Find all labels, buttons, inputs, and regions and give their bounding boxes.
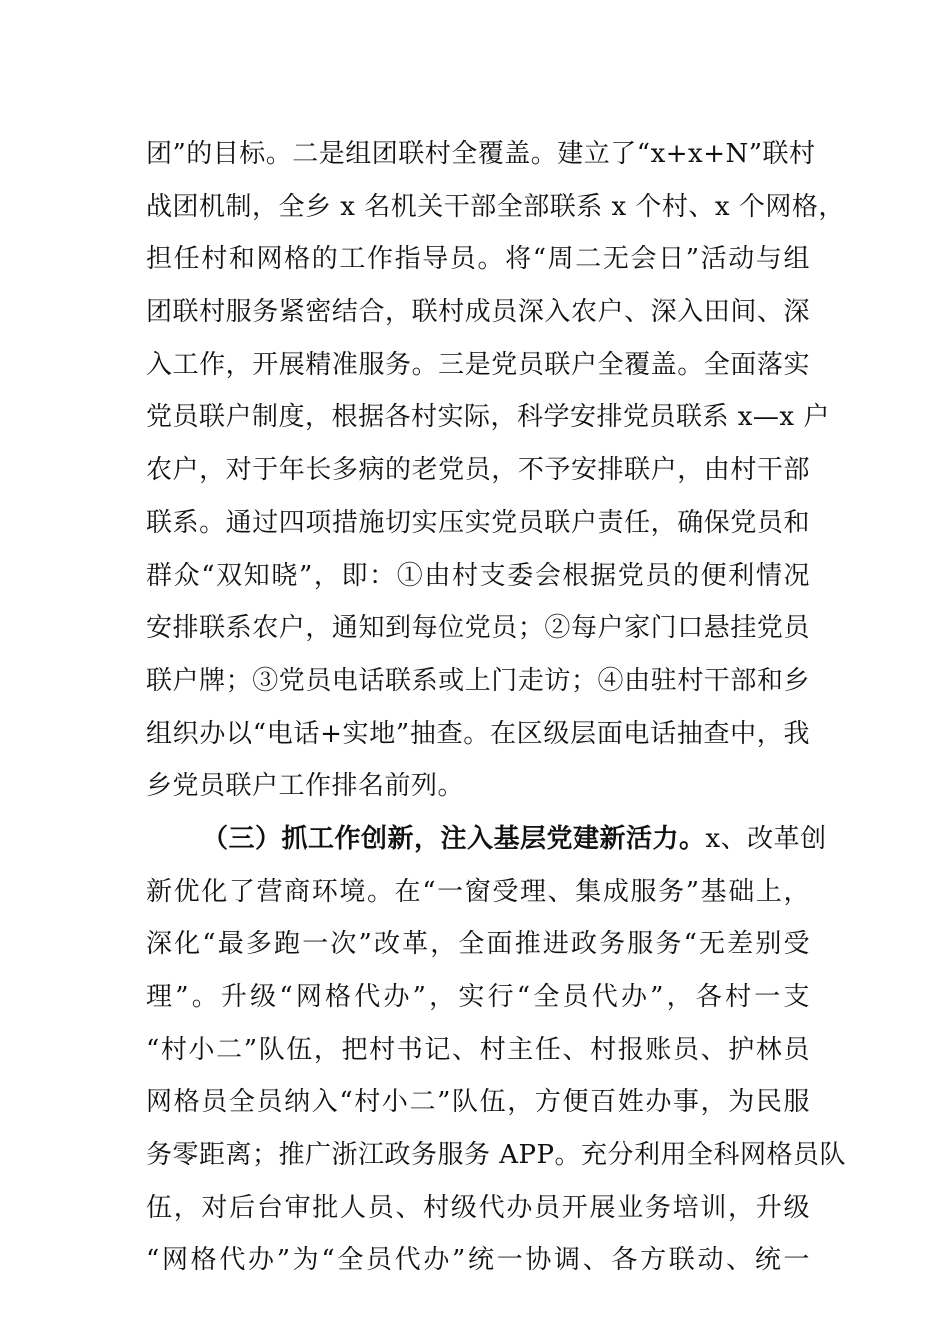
paragraph-line: 团”的目标。二是组团联村全覆盖。建立了“x+x+N”联村 (146, 139, 816, 169)
section-heading: （三）抓工作创新，注入基层党建新活力。 (202, 823, 706, 854)
paragraph-line: 农户，对于年长多病的老党员，不予安排联户，由村干部 (146, 455, 810, 486)
paragraph-line: 联系。通过四项措施切实压实党员联户责任，确保党员和 (146, 507, 810, 538)
paragraph-line: 新优化了营商环境。在“一窗受理、集成服务”基础上， (146, 876, 810, 907)
paragraph-line: 党员联户制度，根据各村实际，科学安排党员联系 x—x 户 (146, 402, 830, 433)
paragraph-line: 入工作，开展精准服务。三是党员联户全覆盖。全面落实 (146, 349, 810, 380)
paragraph-line: 乡党员联户工作排名前列。 (146, 771, 465, 802)
paragraph-line: 务零距离；推广浙江政务服务 APP。充分利用全科网格员队 (146, 1140, 847, 1171)
paragraph-line: 深化“最多跑一次”改革，全面推进政务服务“无差别受 (146, 929, 810, 960)
section-heading-line (146, 813, 827, 866)
paragraph-line: 担任村和网格的工作指导员。将“周二无会日”活动与组 (146, 244, 810, 275)
paragraph-line: “村小二”队伍，把村书记、村主任、村报账员、护林员 (146, 1034, 810, 1065)
body-text (146, 128, 847, 1287)
paragraph-line: 组织办以“电话+实地”抽查。在区级层面电话抽查中，我 (146, 718, 810, 749)
paragraph-line: 网格员全员纳入“村小二”队伍，方便百姓办事，为民服 (146, 1087, 810, 1118)
paragraph-line: 伍，对后台审批人员、村级代办员开展业务培训，升级 (146, 1192, 810, 1223)
paragraph-line: “网格代办”为“全员代办”统一协调、各方联动、统一 (146, 1245, 810, 1276)
paragraph-line: 战团机制，全乡 x 名机关干部全部联系 x 个村、x 个网格， (146, 191, 845, 222)
paragraph-line: 联户牌；③党员电话联系或上门走访；④由驻村干部和乡 (146, 665, 810, 696)
paragraph-line: 群众“双知晓”，即：①由村支委会根据党员的便利情况 (146, 560, 810, 591)
paragraph-line: 安排联系农户，通知到每位党员；②每户家门口悬挂党员 (146, 613, 810, 644)
paragraph-line: 理”。升级“网格代办”，实行“全员代办”，各村一支 (146, 982, 810, 1012)
paragraph-line: 团联村服务紧密结合，联村成员深入农户、深入田间、深 (146, 297, 810, 328)
section-heading-tail: x、改革创 (705, 823, 827, 854)
